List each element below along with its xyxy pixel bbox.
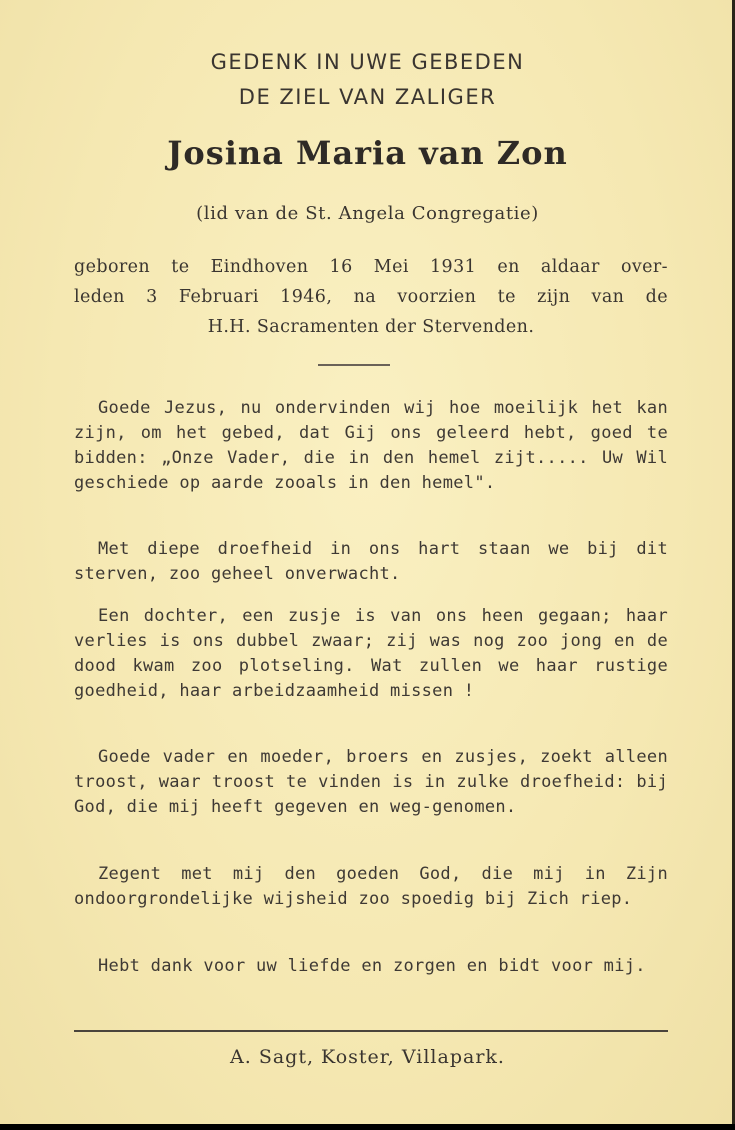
header-line-2: DE ZIEL VAN ZALIGER — [238, 85, 497, 109]
paragraph-text: Met diepe droefheid in ons hart staan we bij dit sterven, zoo geheel onverwacht. — [74, 539, 668, 584]
bottom-divider — [74, 1030, 668, 1032]
short-divider — [318, 364, 390, 366]
paragraph-text: Zegent met mij den goeden God, die mij in Zijn ondoorgrondelijke wijsheid zoo spoedig bij Zich riep. — [74, 864, 668, 909]
prayer-paragraph-3 — [74, 604, 668, 704]
birth-line-3: H.H. Sacramenten der Stervenden. — [207, 317, 535, 337]
printer-credit: A. Sagt, Koster, Villapark. — [230, 1046, 505, 1068]
prayer-paragraph-5 — [74, 862, 668, 912]
birth-line-2: leden 3 Februari 1946, na voorzien te zijn van de — [74, 287, 668, 307]
prayer-paragraph-2 — [74, 537, 668, 587]
paragraph-text: Goede vader en moeder, broers en zusjes, zoekt alleen troost, waar troost te vinden is in zulke droefheid: bij God, die mij heeft gegeven en weg-genomen. — [74, 747, 668, 817]
header-line-1: GEDENK IN UWE GEBEDEN — [210, 50, 525, 74]
prayer-paragraph-4 — [74, 745, 668, 820]
paragraph-text: Een dochter, een zusje is van ons heen gegaan; haar verlies is ons dubbel zwaar; zij was nog zoo jong en de dood kwam zoo plotseling. Wat zullen we haar rustige goedheid, haar arbeidzaamheid missen ! — [74, 606, 668, 701]
prayer-paragraph-1 — [74, 396, 668, 496]
birth-death-text — [74, 252, 668, 342]
paragraph-text: Goede Jezus, nu ondervinden wij hoe moeilijk het kan zijn, om het gebed, dat Gij ons geleerd hebt, goed te bidden: „Onze Vader, die in den hemel zijt..... Uw Wil geschiede op aarde zooals in den hemel". — [74, 398, 668, 493]
prayer-paragraph-6 — [74, 954, 668, 979]
paragraph-text: Hebt dank voor uw liefde en zorgen en bidt voor mij. — [98, 956, 646, 976]
membership-line: (lid van de St. Angela Congregatie) — [196, 203, 539, 224]
birth-line-1: geboren te Eindhoven 16 Mei 1931 en aldaar over- — [74, 257, 668, 277]
deceased-name: Josina Maria van Zon — [167, 134, 568, 172]
